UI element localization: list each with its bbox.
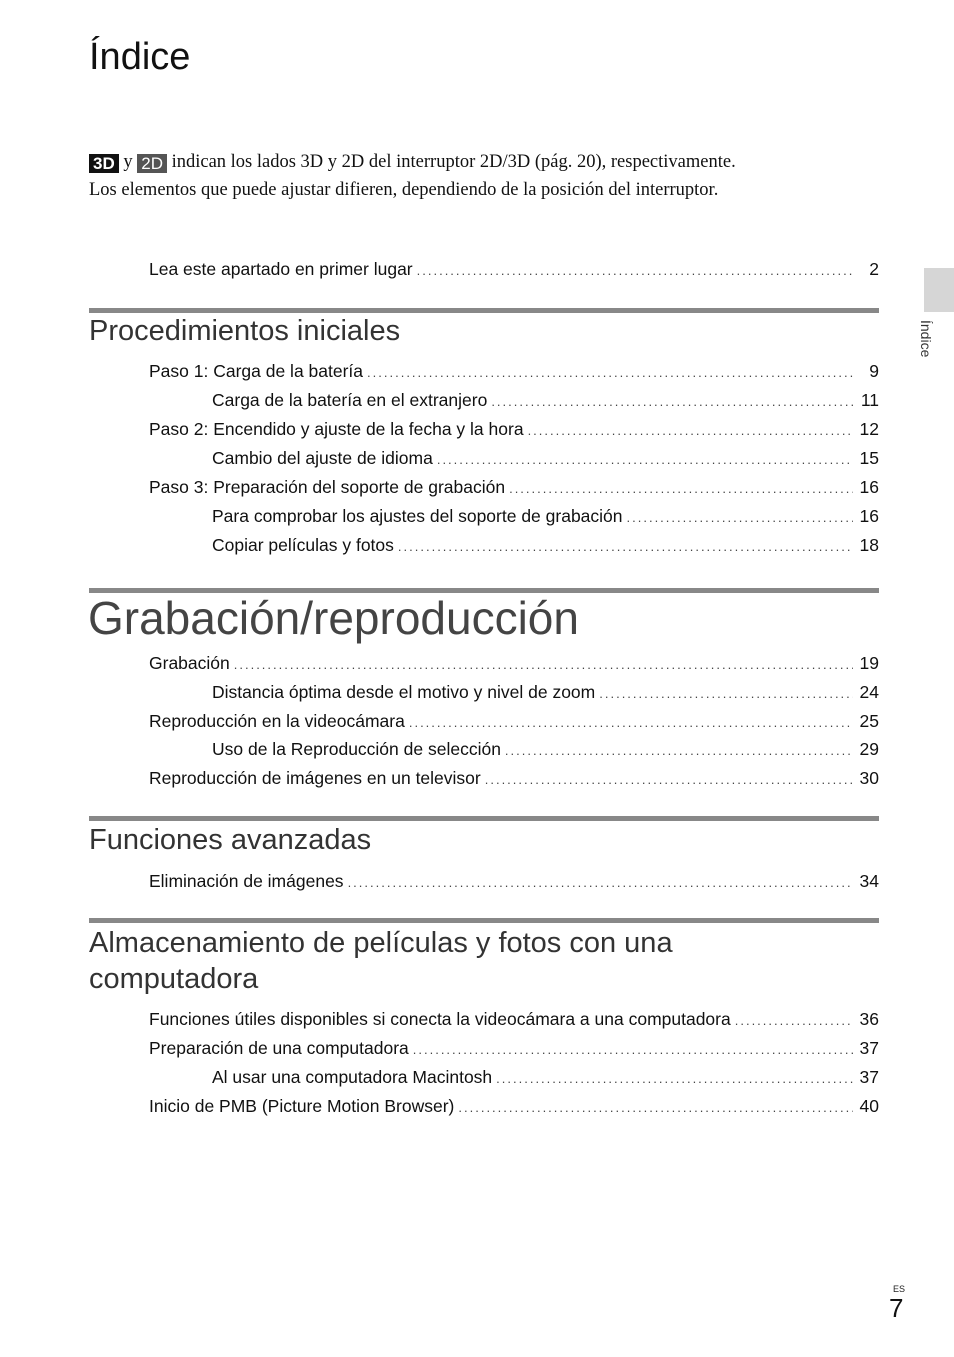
leader-dots bbox=[234, 652, 853, 678]
toc-entry-label: Reproducción en la videocámara bbox=[149, 711, 405, 731]
toc-subentry[interactable] bbox=[212, 503, 879, 529]
2d-badge-icon: 2D bbox=[137, 154, 167, 173]
toc-entry[interactable] bbox=[149, 358, 879, 384]
toc-subentry[interactable] bbox=[212, 1064, 879, 1090]
leader-dots bbox=[509, 476, 853, 502]
toc-subentry[interactable] bbox=[212, 387, 879, 413]
toc-entry-label: Grabación bbox=[149, 653, 230, 673]
section-heading-line-2: computadora bbox=[89, 963, 259, 995]
toc-entry-label: Para comprobar los ajustes del soporte de grabación bbox=[212, 506, 623, 526]
intro-line-1: indican los lados 3D y 2D del interruptor 2D/3D (pág. 20), respectivamente. bbox=[171, 152, 736, 172]
toc-entry[interactable] bbox=[149, 708, 879, 734]
toc-entry[interactable] bbox=[149, 1093, 879, 1119]
leader-dots bbox=[413, 1037, 853, 1063]
toc-entry-page: 30 bbox=[859, 768, 879, 788]
toc-entry-label: Cambio del ajuste de idioma bbox=[212, 448, 433, 468]
toc-subentry[interactable] bbox=[212, 736, 879, 762]
toc-entry-label: Reproducción de imágenes en un televisor bbox=[149, 768, 481, 788]
toc-entry-page: 29 bbox=[859, 739, 879, 759]
section-heading bbox=[89, 925, 673, 997]
leader-dots bbox=[627, 505, 853, 531]
toc-entry[interactable] bbox=[149, 650, 879, 676]
toc-entry-page: 25 bbox=[859, 711, 879, 731]
toc-entry[interactable] bbox=[149, 1035, 879, 1061]
leader-dots bbox=[409, 710, 853, 736]
leader-dots bbox=[398, 534, 853, 560]
toc-entry[interactable] bbox=[149, 765, 879, 791]
leader-dots bbox=[458, 1095, 853, 1121]
toc-entry-label: Lea este apartado en primer lugar bbox=[149, 259, 413, 279]
toc-entry-label: Preparación de una computadora bbox=[149, 1038, 409, 1058]
toc-entry-page: 37 bbox=[859, 1038, 879, 1058]
toc-entry-label: Inicio de PMB (Picture Motion Browser) bbox=[149, 1096, 455, 1116]
section-heading: Grabación/reproducción bbox=[88, 592, 579, 644]
side-tab-label: Índice bbox=[918, 320, 934, 358]
toc-entry-page: 12 bbox=[859, 419, 879, 439]
toc-entry-page: 19 bbox=[859, 653, 879, 673]
leader-dots bbox=[528, 418, 853, 444]
section-heading: Funciones avanzadas bbox=[89, 824, 372, 856]
toc-entry-label: Eliminación de imágenes bbox=[149, 871, 344, 891]
toc-entry[interactable] bbox=[149, 416, 879, 442]
section-rule bbox=[89, 918, 879, 923]
toc-entry-page: 24 bbox=[859, 682, 879, 702]
toc-entry-page: 11 bbox=[860, 390, 879, 410]
toc-entry-page: 18 bbox=[859, 535, 879, 555]
toc-entry-page: 15 bbox=[859, 448, 879, 468]
toc-entry-label: Copiar películas y fotos bbox=[212, 535, 394, 555]
leader-dots bbox=[437, 447, 853, 473]
leader-dots bbox=[505, 738, 853, 764]
toc-subentry[interactable] bbox=[212, 679, 879, 705]
leader-dots bbox=[367, 360, 853, 386]
toc-entry-label: Paso 3: Preparación del soporte de grabación bbox=[149, 477, 506, 497]
toc-entry-page: 34 bbox=[859, 871, 879, 891]
leader-dots bbox=[599, 681, 853, 707]
toc-subentry[interactable] bbox=[212, 445, 879, 471]
toc-subentry[interactable] bbox=[212, 532, 879, 558]
language-code: ES bbox=[893, 1284, 906, 1294]
toc-entry[interactable] bbox=[149, 474, 879, 500]
toc-entry-page: 16 bbox=[859, 506, 879, 526]
toc-entry-label: Carga de la batería en el extranjero bbox=[212, 390, 488, 410]
side-index-tab[interactable] bbox=[924, 268, 954, 312]
toc-entry-page: 37 bbox=[859, 1067, 879, 1087]
toc-entry[interactable] bbox=[149, 868, 879, 894]
toc-entry-page: 40 bbox=[859, 1096, 879, 1116]
page-title: Índice bbox=[89, 36, 191, 78]
toc-entry-page: 36 bbox=[859, 1009, 879, 1029]
leader-dots bbox=[735, 1008, 853, 1034]
toc-entry-label: Paso 2: Encendido y ajuste de la fecha y la hora bbox=[149, 419, 524, 439]
leader-dots bbox=[348, 870, 853, 896]
toc-entry-label: Funciones útiles disponibles si conecta la videocámara a una computadora bbox=[149, 1009, 731, 1029]
leader-dots bbox=[417, 258, 853, 284]
leader-dots bbox=[496, 1066, 853, 1092]
toc-entry-label: Paso 1: Carga de la batería bbox=[149, 361, 364, 381]
page-number: 7 bbox=[889, 1293, 904, 1323]
toc-entry[interactable] bbox=[149, 1006, 879, 1032]
toc-entry-label: Uso de la Reproducción de selección bbox=[212, 739, 501, 759]
toc-entry-page: 16 bbox=[859, 477, 879, 497]
leader-dots bbox=[491, 389, 853, 415]
leader-dots bbox=[485, 767, 853, 793]
3d-badge-icon: 3D bbox=[89, 154, 119, 173]
toc-entry-page: 9 bbox=[869, 361, 879, 381]
section-heading: Procedimientos iniciales bbox=[89, 315, 401, 347]
section-heading-line-1: Almacenamiento de películas y fotos con una bbox=[89, 927, 673, 959]
toc-entry-label: Distancia óptima desde el motivo y nivel de zoom bbox=[212, 682, 596, 702]
intro-connector: y bbox=[123, 152, 133, 172]
toc-entry-label: Al usar una computadora Macintosh bbox=[212, 1067, 493, 1087]
toc-entry-first[interactable] bbox=[149, 256, 879, 282]
intro-line-2: Los elementos que puede ajustar difieren, dependiendo de la posición del interruptor. bbox=[89, 180, 719, 200]
section-rule bbox=[89, 816, 879, 821]
intro-paragraph bbox=[89, 148, 869, 204]
toc-entry-page: 2 bbox=[869, 259, 879, 279]
